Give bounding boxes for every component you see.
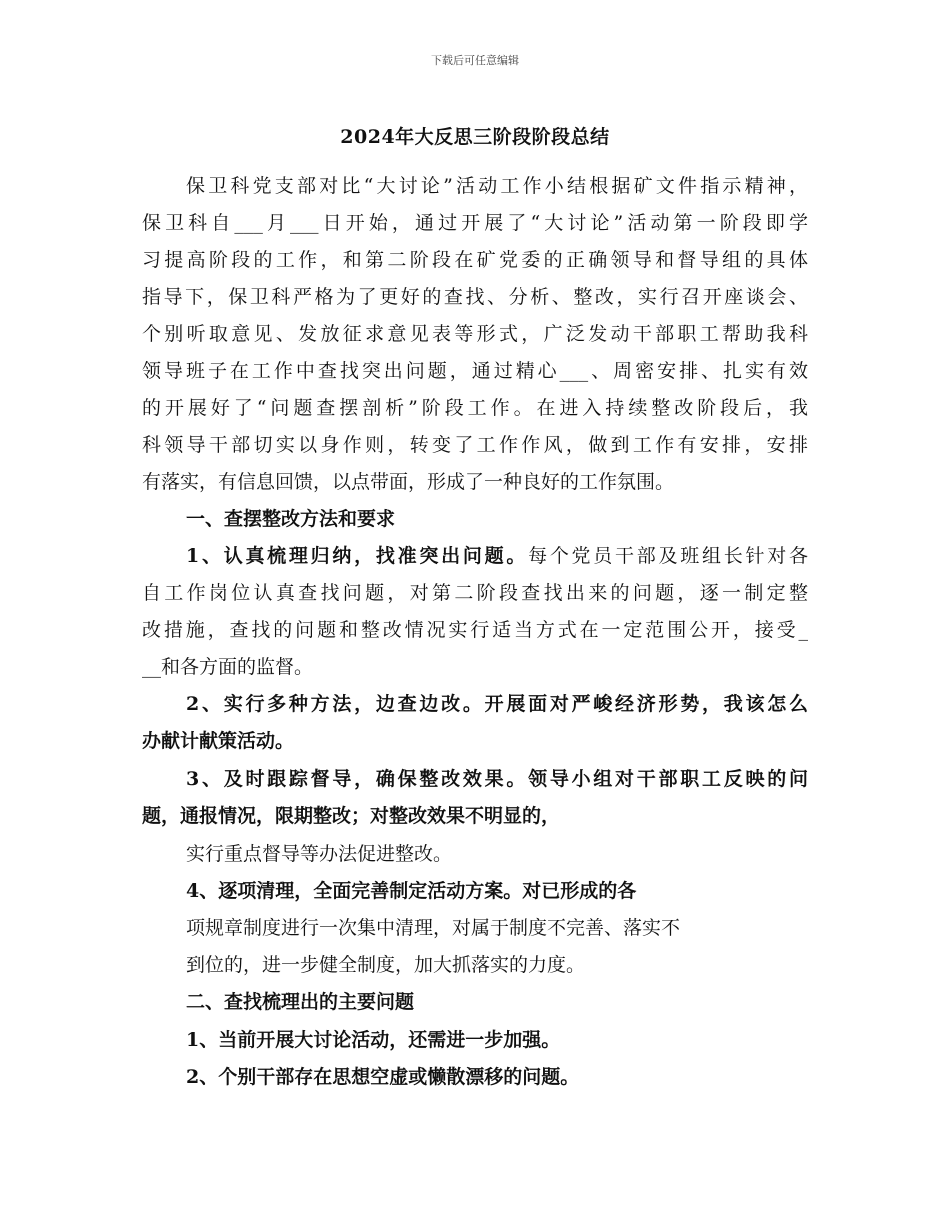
item-3-line: 3、及时跟踪督导，确保整改效果。领导小组对干部职工反映的问 <box>186 768 808 790</box>
intro-line: 的开展好了“问题查摆剖析”阶段工作。在进入持续整改阶段后，我 <box>142 397 808 419</box>
intro-line: 领导班子在工作中查找突出问题，通过精心___、周密安排、扎实有效 <box>142 360 808 382</box>
intro-line: 科领导干部切实以身作则，转变了工作作风，做到工作有安排，安排 <box>142 434 808 456</box>
item-3-line: 题，通报情况，限期整改；对整改效果不明显的， <box>142 805 561 827</box>
intro-line: 保卫科党支部对比“大讨论”活动工作小结根据矿文件指示精神， <box>186 175 808 197</box>
intro-line: 个别听取意见、发放征求意见表等形式，广泛发动干部职工帮助我科 <box>142 323 808 345</box>
item-4-line: 到位的，进一步健全制度，加大抓落实的力度。 <box>186 954 586 976</box>
intro-line: 习提高阶段的工作，和第二阶段在矿党委的正确领导和督导组的具体 <box>142 249 808 271</box>
item-2-line: 办献计献策活动。 <box>142 730 295 752</box>
item-2-line: 2、实行多种方法，边查边改。开展面对严峻经济形势，我该怎么 <box>186 693 808 715</box>
item-1-text: 每个党员干部及班组长针对各 <box>528 545 808 567</box>
intro-line: 保卫科自___月___日开始，通过开展了“大讨论”活动第一阶段即学 <box>142 212 808 234</box>
item-1-line: 改措施，查找的问题和整改情况实行适当方式在一定范围公开，接受_ <box>142 619 808 641</box>
document-title: 2024年大反思三阶段阶段总结 <box>340 126 610 148</box>
item-3-line: 实行重点督导等办法促进整改。 <box>186 843 453 865</box>
item-1-line: __和各方面的监督。 <box>142 656 314 678</box>
item-1-line <box>186 547 808 566</box>
item-1-line: 自工作岗位认真查找问题，对第二阶段查找出来的问题，逐一制定整 <box>142 582 808 604</box>
section-heading: 二、查找梳理出的主要问题 <box>186 991 415 1013</box>
intro-line: 有落实，有信息回馈，以点带面，形成了一种良好的工作氛围。 <box>142 471 675 493</box>
item-4-line: 项规章制度进行一次集中清理，对属于制度不完善、落实不 <box>186 917 681 939</box>
problem-item: 1、当前开展大讨论活动，还需进一步加强。 <box>186 1029 561 1051</box>
section-heading: 一、查摆整改方法和要求 <box>186 508 396 530</box>
item-1-bold: 1、认真梳理归纳，找准突出问题。 <box>186 545 529 567</box>
page-header: 下载后可任意编辑 <box>431 54 519 67</box>
item-4-line: 4、逐项清理，全面完善制定活动方案。对已形成的各 <box>186 880 637 902</box>
intro-line: 指导下，保卫科严格为了更好的查找、分析、整改，实行召开座谈会、 <box>142 286 808 308</box>
problem-item: 2、个别干部存在思想空虚或懒散漂移的问题。 <box>186 1066 580 1088</box>
